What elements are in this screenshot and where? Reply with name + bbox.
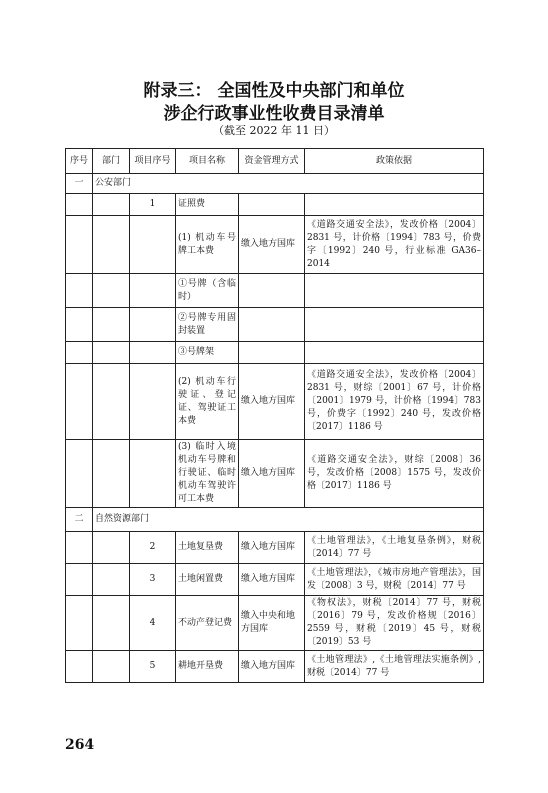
cell-dept	[93, 342, 130, 364]
cell-policy-basis: 《物权法》，财税〔2014〕77 号，财税〔2016〕79 号，发改价格规〔2016〕2559 号，财税〔2019〕45 号，财税〔2019〕53 号	[305, 596, 484, 651]
table-row	[66, 216, 484, 274]
cell-fund-management	[239, 342, 305, 364]
cell-fund-management: 缴入地方国库	[239, 564, 305, 596]
cell-item-name: 土地复垦费	[176, 532, 239, 564]
cell-seq: 一	[66, 174, 93, 194]
cell-fund-management: 缴入地方国库	[239, 532, 305, 564]
cell-policy-basis: 《道路交通安全法》，发改价格〔2004〕2831 号，计价格〔1994〕783 号，价费字〔1992〕240 号，行业标准 GA36–2014	[305, 216, 484, 274]
cell-dept	[93, 532, 130, 564]
cell-item-name: (2) 机动车行驶证、登记证、驾驶证工本费	[176, 364, 239, 440]
cell-seq	[66, 274, 93, 308]
column-header-policy-basis: 政策依据	[305, 149, 484, 174]
cell-fund-management: 缴入中央和地方国库	[239, 596, 305, 651]
cell-seq	[66, 342, 93, 364]
cell-item-name: ③号牌架	[176, 342, 239, 364]
section-row	[66, 508, 484, 532]
page-title-line1: 附录三： 全国性及中央部门和单位	[143, 81, 405, 101]
cell-dept	[93, 596, 130, 651]
cell-seq	[66, 364, 93, 440]
cell-section-dept: 自然资源部门	[93, 508, 484, 532]
table-row	[66, 440, 484, 508]
cell-dept	[93, 308, 130, 342]
cell-policy-basis	[305, 274, 484, 308]
cell-item-name: 证照费	[176, 194, 239, 216]
table-row	[66, 564, 484, 596]
table-row	[66, 596, 484, 651]
cell-seq	[66, 194, 93, 216]
cell-item-name: ②号牌专用固封装置	[176, 308, 239, 342]
cell-policy-basis: 《土地管理法》，《土地复垦条例》，财税〔2014〕77 号	[305, 532, 484, 564]
table-header-row	[66, 149, 484, 174]
cell-section-dept: 公安部门	[93, 174, 484, 194]
cell-policy-basis: 《土地管理法》,《土地管理法实施条例》,财税〔2014〕77 号	[305, 651, 484, 683]
cell-policy-basis: 《道路交通安全法》，发改价格〔2004〕2831 号，财综〔2001〕67 号，计价格〔2001〕1979 号，计价格〔1994〕783 号，价费字〔1992〕240 号，发改价格〔2017〕1186 号	[305, 364, 484, 440]
fee-catalog-table	[65, 148, 484, 683]
table-row	[66, 194, 484, 216]
cell-fund-management	[239, 308, 305, 342]
cell-item-no: 3	[130, 564, 176, 596]
table-row	[66, 651, 484, 683]
cell-dept	[93, 216, 130, 274]
cell-dept	[93, 651, 130, 683]
cell-fund-management	[239, 194, 305, 216]
cell-item-no	[130, 440, 176, 508]
cell-item-no: 4	[130, 596, 176, 651]
cell-seq: 二	[66, 508, 93, 532]
table-row	[66, 342, 484, 364]
table-row	[66, 532, 484, 564]
cell-seq	[66, 440, 93, 508]
cell-dept	[93, 440, 130, 508]
table-row	[66, 274, 484, 308]
cell-policy-basis	[305, 194, 484, 216]
cell-item-no	[130, 364, 176, 440]
section-row	[66, 174, 484, 194]
cell-seq	[66, 216, 93, 274]
cell-seq	[66, 308, 93, 342]
cell-fund-management: 缴入地方国库	[239, 440, 305, 508]
cell-item-name: ①号牌（含临时）	[176, 274, 239, 308]
cell-item-no: 1	[130, 194, 176, 216]
cell-item-name: (3) 临时入境机动车号牌和行驶证、临时机动车驾驶许可工本费	[176, 440, 239, 508]
page-number: 264	[65, 737, 95, 753]
cell-fund-management	[239, 274, 305, 308]
cell-policy-basis: 《土地管理法》，《城市房地产管理法》，国发〔2008〕3 号，财税〔2014〕77 号	[305, 564, 484, 596]
cell-fund-management: 缴入地方国库	[239, 651, 305, 683]
page-subtitle: （截至 2022 年 11 日）	[213, 124, 335, 137]
column-header-dept: 部门	[93, 149, 130, 174]
cell-item-name: 不动产登记费	[176, 596, 239, 651]
cell-seq	[66, 596, 93, 651]
column-header-fund-management: 资金管理方式	[239, 149, 305, 174]
cell-seq	[66, 564, 93, 596]
cell-seq	[66, 651, 93, 683]
cell-item-no	[130, 216, 176, 274]
cell-item-no	[130, 274, 176, 308]
cell-dept	[93, 364, 130, 440]
cell-item-no	[130, 308, 176, 342]
cell-item-name: 土地闲置费	[176, 564, 239, 596]
cell-fund-management: 缴入地方国库	[239, 364, 305, 440]
cell-dept	[93, 194, 130, 216]
cell-item-no: 5	[130, 651, 176, 683]
column-header-item-no: 项目序号	[130, 149, 176, 174]
cell-dept	[93, 564, 130, 596]
page-title-line2: 涉企行政事业性收费目录清单	[163, 104, 385, 124]
cell-policy-basis	[305, 342, 484, 364]
table-row	[66, 364, 484, 440]
cell-item-no: 2	[130, 532, 176, 564]
cell-seq	[66, 532, 93, 564]
cell-policy-basis: 《道路交通安全法》，财综〔2008〕36 号，发改价格〔2008〕1575 号，发改价格〔2017〕1186 号	[305, 440, 484, 508]
cell-dept	[93, 274, 130, 308]
column-header-seq: 序号	[66, 149, 93, 174]
table-row	[66, 308, 484, 342]
cell-policy-basis	[305, 308, 484, 342]
cell-item-name: 耕地开垦费	[176, 651, 239, 683]
cell-item-name: (1) 机动车号牌工本费	[176, 216, 239, 274]
cell-fund-management: 缴入地方国库	[239, 216, 305, 274]
cell-item-no	[130, 342, 176, 364]
column-header-item-name: 项目名称	[176, 149, 239, 174]
